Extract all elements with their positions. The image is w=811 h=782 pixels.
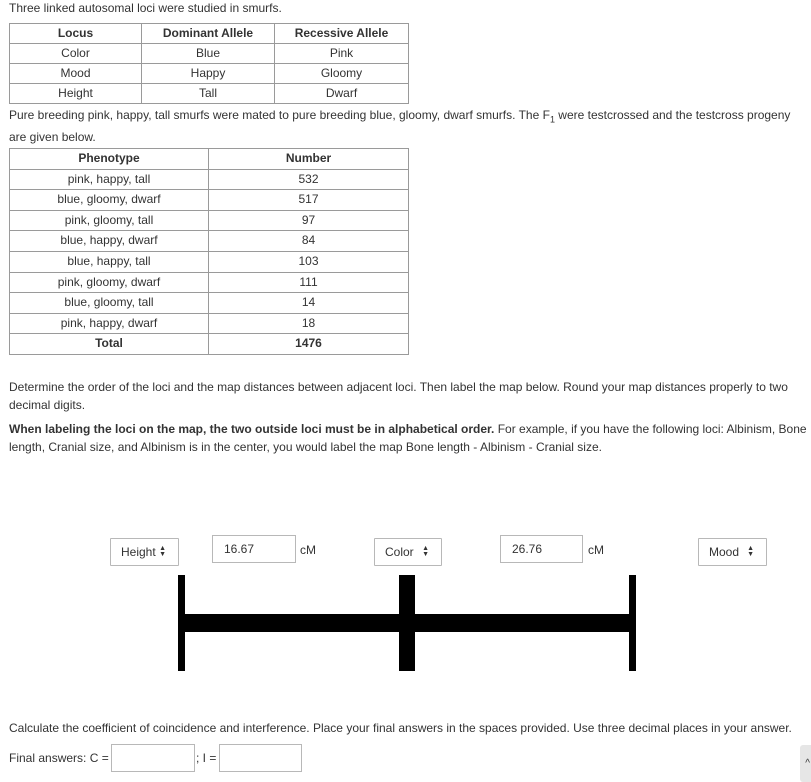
table-header-row — [10, 149, 409, 170]
select-arrows-icon: ▲ ▼ — [422, 545, 429, 558]
phenotype-cell: blue, gloomy, tall — [10, 293, 209, 314]
unit-left: cM — [300, 543, 316, 557]
locus-cell: Color — [10, 44, 142, 64]
number-cell: 111 — [209, 272, 409, 293]
cross-description — [9, 106, 809, 146]
scroll-up-button[interactable] — [800, 745, 811, 782]
table-row — [10, 313, 409, 334]
table-header-row — [10, 24, 409, 44]
phenotype-cell: pink, happy, tall — [10, 169, 209, 190]
phenotype-table — [9, 148, 409, 355]
phenotype-cell: blue, gloomy, dwarf — [10, 190, 209, 211]
coc-instructions: Calculate the coefficient of coincidence and interference. Place your final answers in the spaces provided. Use three decimal places in your answer. — [9, 721, 792, 735]
total-value: 1476 — [209, 334, 409, 355]
table-row — [10, 64, 409, 84]
locus-right-select[interactable] — [698, 538, 767, 566]
phenotype-cell: pink, gloomy, dwarf — [10, 272, 209, 293]
locus-middle-value: Color — [385, 545, 414, 559]
interference-input[interactable] — [219, 744, 302, 772]
loci-table — [9, 23, 409, 104]
recessive-cell: Dwarf — [275, 84, 409, 104]
phenotype-cell: pink, gloomy, tall — [10, 210, 209, 231]
interference-label: ; I = — [196, 751, 217, 765]
table-row — [10, 210, 409, 231]
cross-text-a: Pure breeding pink, happy, tall smurfs were mated to pure breeding blue, gloomy, dwarf smurfs. The F — [9, 108, 550, 122]
distance-left-input[interactable] — [212, 535, 296, 563]
number-cell: 18 — [209, 313, 409, 334]
total-row — [10, 334, 409, 355]
dominant-cell: Blue — [142, 44, 275, 64]
phenotype-cell: blue, happy, dwarf — [10, 231, 209, 252]
locus-middle-select[interactable] — [374, 538, 442, 566]
intro-text: Three linked autosomal loci were studied in smurfs. — [9, 1, 282, 15]
total-label: Total — [10, 334, 209, 355]
locus-left-value: Height — [121, 545, 156, 559]
number-cell: 103 — [209, 251, 409, 272]
cross-text-b: were testcrossed and the testcross progeny are given below. — [9, 108, 791, 145]
table-row — [10, 231, 409, 252]
header-phenotype: Phenotype — [10, 149, 209, 170]
phenotype-cell: pink, happy, dwarf — [10, 313, 209, 334]
table-row — [10, 251, 409, 272]
header-recessive: Recessive Allele — [275, 24, 409, 44]
table-row — [10, 44, 409, 64]
cross-subscript: 1 — [549, 114, 555, 125]
map-line — [178, 614, 636, 632]
header-locus: Locus — [10, 24, 142, 44]
table-row — [10, 169, 409, 190]
recessive-cell: Pink — [275, 44, 409, 64]
labeling-example: For example, if you have the following loci: Albinism, Bone length, Cranial size, and Albinism is in the center, you would label the map Bone length - Albinism - Cranial size. — [9, 422, 807, 454]
locus-cell: Mood — [10, 64, 142, 84]
recessive-cell: Gloomy — [275, 64, 409, 84]
header-dominant: Dominant Allele — [142, 24, 275, 44]
number-cell: 517 — [209, 190, 409, 211]
select-arrows-icon: ▲ ▼ — [747, 545, 754, 558]
number-cell: 84 — [209, 231, 409, 252]
determine-instructions: Determine the order of the loci and the map distances between adjacent loci. Then label the map below. Round your map distances properly to two decimal digits. — [9, 380, 788, 412]
labeling-instructions — [9, 420, 809, 456]
final-answers-label: Final answers: C = — [9, 751, 109, 765]
table-row — [10, 84, 409, 104]
locus-cell: Height — [10, 84, 142, 104]
labeling-rule: When labeling the loci on the map, the two outside loci must be in alphabetical order. — [9, 422, 495, 436]
header-number: Number — [209, 149, 409, 170]
select-arrows-icon: ▲ ▼ — [159, 545, 166, 558]
number-cell: 97 — [209, 210, 409, 231]
coefficient-input[interactable] — [111, 744, 195, 772]
table-row — [10, 272, 409, 293]
locus-right-value: Mood — [709, 545, 740, 559]
table-row — [10, 190, 409, 211]
table-row — [10, 293, 409, 314]
unit-right: cM — [588, 543, 604, 557]
locus-left-select[interactable] — [110, 538, 179, 566]
number-cell: 14 — [209, 293, 409, 314]
dominant-cell: Happy — [142, 64, 275, 84]
number-cell: 532 — [209, 169, 409, 190]
phenotype-cell: blue, happy, tall — [10, 251, 209, 272]
caret-up-icon: ^ — [805, 758, 810, 769]
dominant-cell: Tall — [142, 84, 275, 104]
distance-right-input[interactable] — [500, 535, 583, 563]
